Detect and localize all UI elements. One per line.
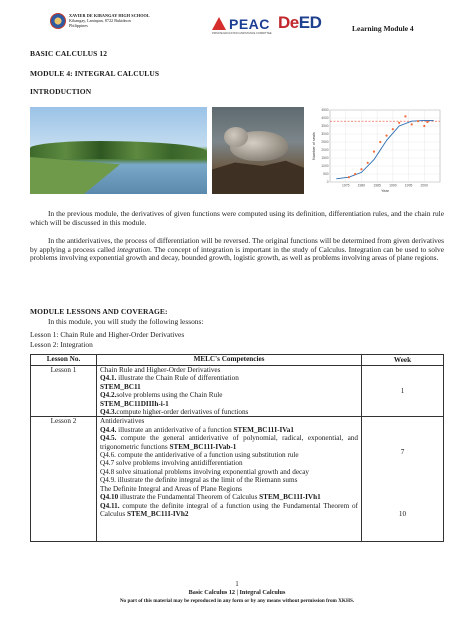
- x-tick-label: 1995: [404, 183, 413, 188]
- intro-paragraph-1-text: In the previous module, the derivatives of given functions were computed using its definition, differentiation rules, and the chain rule which will be discussed in this module.: [30, 209, 444, 227]
- competency-title: Antiderivatives: [100, 417, 145, 426]
- y-tick-label: 3000: [321, 132, 329, 137]
- peac-subtext: PRIVATE EDUCATION ASSISTANCE COMMITTEE: [212, 32, 272, 35]
- competency-q42: Q4.2.solve problems using the Chain Rule: [100, 391, 223, 400]
- tree-line: [30, 141, 207, 159]
- school-country: Philippines: [69, 22, 88, 28]
- code: Q4.1.: [100, 374, 117, 383]
- deped-logo: [278, 13, 326, 37]
- competencies-cell: [97, 366, 362, 417]
- lesson-cell: Lesson 2: [31, 417, 97, 542]
- data-point: [373, 151, 375, 153]
- x-tick-label: 2000: [420, 183, 429, 188]
- seal-head: [224, 127, 248, 147]
- competencies-cell: [97, 417, 362, 542]
- school-seal-icon: [50, 13, 66, 29]
- y-axis-label: Number of seals: [312, 132, 316, 160]
- competency-q46: Q4.6. compute the antiderivative of a function using substitution rule: [100, 451, 299, 460]
- peac-logo: [212, 17, 274, 37]
- y-tick-label: 0: [326, 180, 329, 185]
- competency-q49: Q4.9. illustrate the definite integral as the limit of the Riemann sums: [100, 476, 298, 485]
- seal-population-chart: [310, 106, 446, 196]
- peac-wordmark: PEAC: [229, 16, 270, 32]
- intro-paragraph-2-b: . The concept of integration is important in the study of Calculus. Integration can be used to solve problems involving exponential growth and decay, bounded growth, logistic growth, as well as problems involving areas of plane regions.: [30, 244, 444, 263]
- code: Q4.10: [100, 493, 119, 502]
- competency-q43: Q4.3.compute higher-order derivatives of functions: [100, 408, 249, 417]
- data-point: [360, 168, 362, 170]
- table-row: [31, 366, 444, 417]
- module-title: MODULE 4: INTEGRAL CALCULUS: [30, 69, 160, 78]
- data-point: [385, 135, 387, 137]
- week-cell: 1: [362, 366, 444, 417]
- deped-logo-de: De: [278, 13, 299, 32]
- table-row: [31, 417, 444, 542]
- lesson-1-item: Lesson 1: Chain Rule and Higher-Order Derivatives: [30, 330, 185, 339]
- data-point: [426, 121, 428, 123]
- melc-code: STEM_BC11I-IVh1: [259, 493, 321, 502]
- y-tick-label: 1500: [321, 156, 329, 161]
- y-tick-label: 2000: [321, 148, 329, 153]
- code: Q4.3.: [100, 408, 117, 417]
- intro-paragraph-2-a: In the antiderivatives, the process of differentiation will be reversed. The original functions will be determined from given derivatives by applying a process called: [30, 236, 444, 254]
- competency-q41: Q4.1. illustrate the Chain Rule of differentiation: [100, 374, 239, 383]
- x-tick-label: 1985: [373, 183, 381, 188]
- competency-q44: Q4.4. illustrate an antiderivative of a function STEM_BC11I-IVa1: [100, 425, 294, 434]
- river-landscape-photo: [30, 107, 207, 194]
- week-cell: [362, 417, 444, 542]
- y-tick-label: 4500: [321, 108, 329, 113]
- code: Q4.2.: [100, 391, 117, 400]
- melc-code: STEM_BC11DIIIh-i-1: [100, 399, 169, 408]
- y-tick-label: 4000: [321, 116, 329, 121]
- competency-title: Chain Rule and Higher-Order Derivatives: [100, 366, 221, 374]
- x-tick-label: 1990: [389, 183, 397, 188]
- data-point: [404, 115, 406, 117]
- data-point: [423, 125, 425, 127]
- y-tick-label: 500: [323, 172, 329, 177]
- x-axis-label: Year: [381, 189, 389, 193]
- peac-triangle-icon: [212, 17, 226, 30]
- lessons-heading: MODULE LESSONS AND COVERAGE:: [30, 307, 168, 316]
- school-name: XAVIER DE KIBANGAY HIGH SCHOOL: [69, 13, 150, 18]
- week-value-a: 7: [400, 448, 405, 457]
- rock: [212, 159, 304, 194]
- x-tick-label: 1975: [341, 183, 350, 188]
- header-competencies: MELC's Competencies: [97, 355, 362, 366]
- data-point: [379, 141, 381, 143]
- competency-q45: Q4.5. compute the general antiderivative of polynomial, radical, exponential, and trigonometric functions STEM_BC11I-IVab-1: [100, 434, 358, 451]
- competency-q411: Q4.11. compute the definite integral of a function using the Fundamental Theorem of Calculus STEM_BC11I-IVh2: [100, 501, 358, 518]
- competency-q47: Q4.7 solve problems involving antidifferentiation: [100, 459, 243, 468]
- melc-code: STEM_BC11I-IVab-1: [169, 442, 237, 451]
- integration-emphasis: integration: [117, 244, 151, 254]
- data-point: [367, 162, 369, 164]
- y-tick-label: 2500: [321, 140, 329, 145]
- header-lesson-no: Lesson No.: [31, 355, 97, 366]
- footer-course: Basic Calculus 12 | Integral Calculus: [188, 589, 286, 596]
- lesson-2-item: Lesson 2: Integration: [30, 340, 93, 349]
- melc-code: STEM_BC11I-IVh2: [126, 509, 189, 518]
- page-header: [0, 0, 474, 40]
- data-point: [354, 173, 356, 175]
- lesson-cell: Lesson 1: [31, 366, 97, 417]
- introduction-heading: INTRODUCTION: [30, 87, 92, 96]
- data-point: [417, 120, 419, 122]
- chart-background: [310, 106, 446, 196]
- header-week: Week: [362, 355, 444, 366]
- deped-logo-ed: ED: [298, 13, 322, 32]
- data-point: [348, 176, 350, 178]
- school-address: Kibangay, Lantapan, 8722 Bukidnon: [69, 17, 131, 23]
- course-title: BASIC CALCULUS 12: [30, 49, 108, 58]
- x-tick-label: 1980: [357, 183, 366, 188]
- data-point: [392, 128, 394, 130]
- module-label: Learning Module 4: [352, 24, 414, 33]
- lessons-intro: In this module, you will study the following lessons:: [48, 317, 204, 326]
- week-value-b: 10: [398, 510, 407, 519]
- melc-code: STEM_BC11: [100, 382, 141, 391]
- intro-paragraph-1: [30, 210, 444, 227]
- seal-on-rock-photo: [212, 107, 304, 194]
- page-number: 1: [235, 580, 239, 588]
- code: Q4.4.: [100, 425, 117, 434]
- coverage-table: [30, 354, 444, 542]
- y-tick-label: 3500: [321, 124, 329, 129]
- competency-q48: Q4.8 solve situational problems involving exponential growth and decay: [100, 467, 309, 476]
- table-header-row: [31, 355, 444, 366]
- code: Q4.5.: [100, 434, 117, 443]
- melc-code: STEM_BC11I-IVa1: [233, 425, 294, 434]
- river-bank: [30, 157, 120, 194]
- footer-copyright: No part of this material may be reproduced in any form or by any means without permission from XKHS.: [119, 598, 355, 604]
- competency-subtitle: The Definite Integral and Areas of Plane Regions: [100, 484, 242, 493]
- school-info: [69, 14, 199, 28]
- y-tick-label: 1000: [321, 164, 329, 169]
- data-point: [411, 123, 413, 125]
- competency-q410: Q4.10 illustrate the Fundamental Theorem of Calculus STEM_BC11I-IVh1: [100, 493, 321, 502]
- intro-paragraph-2: [30, 237, 444, 263]
- code: Q4.11.: [100, 501, 120, 510]
- data-point: [398, 122, 400, 124]
